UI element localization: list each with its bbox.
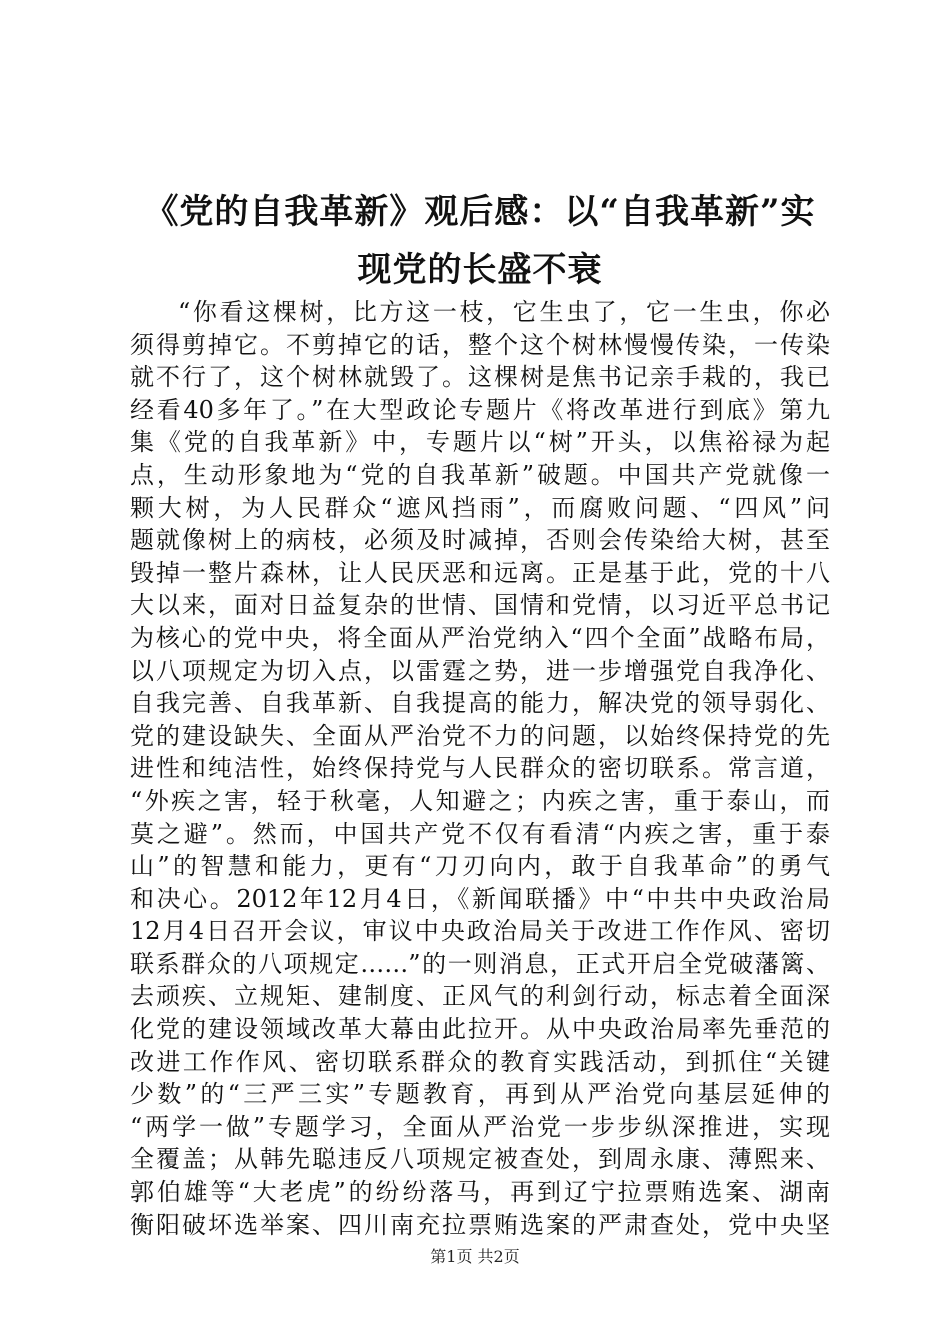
body-text-line: 去顽疾、立规矩、建制度、正风气的利剑行动，标志着全面深 [130, 982, 830, 1011]
body-text-line: 莫之避”。然而，中国共产党不仅有看清“内疾之害，重于泰 [130, 819, 830, 848]
body-text-line: 山”的智慧和能力，更有“刀刃向内，敢于自我革命”的勇气 [130, 852, 830, 881]
body-text-line: “你看这棵树，比方这一枝，它生虫了，它一生虫，你必 [178, 298, 830, 326]
body-text-line: 全覆盖；从韩先聪违反八项规定被查处，到周永康、薄熙来、 [130, 1145, 830, 1174]
body-text-line: “两学一做”专题学习，全面从严治党一步步纵深推进，实现 [130, 1112, 830, 1141]
body-text-line: 经看40多年了。”在大型政论专题片《将改革进行到底》第九 [130, 395, 830, 424]
body-text-line: 颗大树，为人民群众“遮风挡雨”，而腐败问题、“四风”问 [130, 493, 830, 522]
body-text-line: 党的建设缺失、全面从严治党不力的问题，以始终保持党的先 [130, 721, 830, 750]
body-text-line: 点，生动形象地为“党的自我革新”破题。中国共产党就像一 [130, 460, 830, 489]
body-text-line: 以八项规定为切入点，以雷霆之势，进一步增强党自我净化、 [130, 656, 830, 685]
document-title-line-1: 《党的自我革新》观后感：以“自我革新”实 [144, 192, 816, 232]
body-text-line: “外疾之害，轻于秋毫，人知避之；内疾之害，重于泰山，而 [130, 786, 830, 815]
body-text-line: 郭伯雄等“大老虎”的纷纷落马，再到辽宁拉票贿选案、湖南 [130, 1178, 830, 1207]
body-text-line: 大以来，面对日益复杂的世情、国情和党情，以习近平总书记 [130, 591, 830, 620]
body-text-line: 为核心的党中央，将全面从严治党纳入“四个全面”战略布局， [130, 623, 830, 652]
document-body [130, 296, 830, 1241]
body-text-line: 联系群众的八项规定……”的一则消息，正式开启全党破藩篱、 [130, 949, 830, 978]
body-text-line: 集《党的自我革新》中，专题片以“树”开头，以焦裕禄为起 [130, 428, 830, 457]
document-title-line-2: 现党的长盛不衰 [357, 250, 603, 290]
body-text-line: 少数”的“三严三实”专题教育，再到从严治党向基层延伸的 [130, 1080, 830, 1109]
body-text-line: 改进工作作风、密切联系群众的教育实践活动，到抓住“关键 [130, 1047, 830, 1076]
body-text-line: 和决心。2012年12月4日，《新闻联播》中“中共中央政治局 [130, 884, 830, 913]
body-text-line: 衡阳破坏选举案、四川南充拉票贿选案的严肃查处，党中央坚 [130, 1210, 830, 1239]
body-text-line: 题就像树上的病枝，必须及时减掉，否则会传染给大树，甚至 [130, 526, 830, 555]
body-text-line: 须得剪掉它。不剪掉它的话，整个这个树林慢慢传染，一传染 [130, 330, 830, 359]
body-text-line: 就不行了，这个树林就毁了。这棵树是焦书记亲手栽的，我已 [130, 363, 830, 392]
page-footer: 第1页 共2页 [430, 1247, 520, 1266]
body-text-line: 自我完善、自我革新、自我提高的能力，解决党的领导弱化、 [130, 689, 830, 718]
body-text-line: 12月4日召开会议，审议中央政治局关于改进工作作风、密切 [130, 917, 830, 946]
body-text-line: 化党的建设领域改革大幕由此拉开。从中央政治局率先垂范的 [130, 1015, 830, 1044]
body-text-line: 进性和纯洁性，始终保持党与人民群众的密切联系。常言道， [130, 754, 830, 783]
body-text-line: 毁掉一整片森林，让人民厌恶和远离。正是基于此，党的十八 [130, 558, 830, 587]
